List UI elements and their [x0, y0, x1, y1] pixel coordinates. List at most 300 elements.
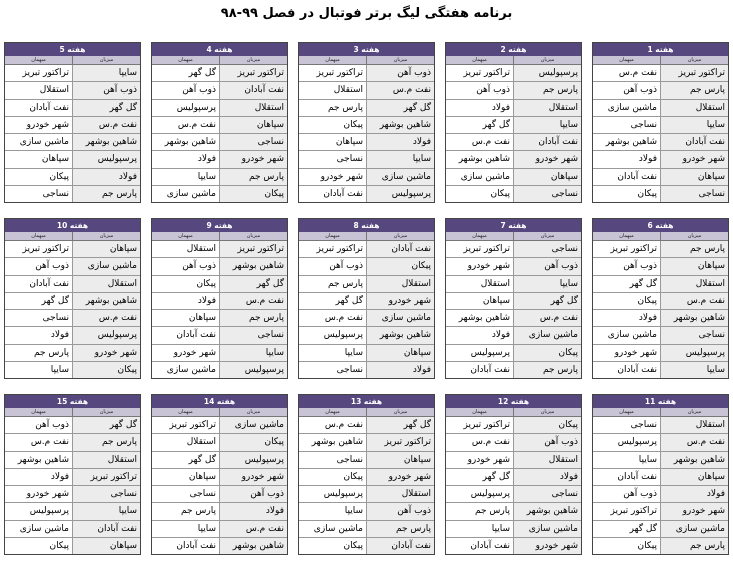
guest-team: شاهین بوشهر	[152, 134, 220, 150]
match-row	[446, 468, 581, 485]
match-row	[299, 133, 434, 150]
host-team: ماشین سازی	[661, 521, 728, 537]
guest-team: ماشین سازی	[152, 362, 220, 378]
guest-team: نساجی	[299, 151, 367, 167]
guest-team: ذوب آهن	[593, 258, 661, 274]
match-row	[5, 81, 140, 98]
guest-team: تراکتور تبریز	[299, 241, 367, 257]
host-team: سایپا	[73, 503, 140, 519]
host-column-header: میزبان	[540, 233, 555, 239]
match-row	[5, 361, 140, 378]
guest-team: پارس جم	[446, 503, 514, 519]
guest-team: ذوب آهن	[299, 258, 367, 274]
host-team: استقلال	[73, 452, 140, 468]
host-team: پیکان	[220, 434, 287, 450]
host-team: سایپا	[367, 151, 434, 167]
host-team: سایپا	[73, 65, 140, 81]
host-team: نفت م.س	[220, 293, 287, 309]
guest-team: نفت آبادان	[593, 362, 661, 378]
host-team: سایپا	[661, 117, 728, 133]
match-list	[5, 241, 140, 378]
match-row	[152, 537, 287, 554]
guest-team: فولاد	[5, 327, 73, 343]
guest-team: نفت م.س	[593, 65, 661, 81]
host-team: نفت م.س	[661, 293, 728, 309]
guest-team: سپاهان	[152, 469, 220, 485]
host-team: گل گهر	[514, 293, 581, 309]
guest-team: ماشین سازی	[446, 169, 514, 185]
host-team: فولاد	[220, 503, 287, 519]
host-column-header: میزبان	[99, 57, 114, 63]
guest-team: سایپا	[446, 521, 514, 537]
host-column-header: میزبان	[246, 409, 261, 415]
week-title: هفته 6	[593, 219, 728, 232]
guest-team: نفت آبادان	[299, 186, 367, 202]
match-row	[299, 309, 434, 326]
guest-team: سپاهان	[446, 293, 514, 309]
match-row	[152, 185, 287, 202]
host-team: سپاهان	[514, 169, 581, 185]
match-row	[446, 116, 581, 133]
week-table	[298, 218, 435, 379]
schedule-grid	[4, 42, 729, 560]
host-column-header: میزبان	[540, 57, 555, 63]
guest-team: پرسپولیس	[446, 486, 514, 502]
week-title: هفته 13	[299, 395, 434, 408]
host-team: سپاهان	[661, 258, 728, 274]
host-team: پرسپولیس	[73, 151, 140, 167]
match-list	[593, 65, 728, 202]
week-table	[445, 394, 582, 555]
match-row	[593, 468, 728, 485]
host-team: شاهین بوشهر	[73, 293, 140, 309]
match-row	[5, 116, 140, 133]
guest-team: استقلال	[446, 276, 514, 292]
guest-column-header: میهمان	[593, 232, 661, 240]
host-column-header: میزبان	[687, 57, 702, 63]
match-row	[446, 257, 581, 274]
host-team: پرسپولیس	[220, 362, 287, 378]
host-team: سپاهان	[73, 538, 140, 554]
host-team: استقلال	[661, 417, 728, 433]
host-team: نفت آبادان	[661, 134, 728, 150]
host-team: گل گهر	[73, 417, 140, 433]
host-team: گل گهر	[73, 100, 140, 116]
match-row	[5, 275, 140, 292]
guest-team: سایپا	[152, 169, 220, 185]
guest-team: تراکتور تبریز	[446, 417, 514, 433]
match-row	[5, 417, 140, 433]
host-team: نفت آبادان	[367, 538, 434, 554]
host-team: نفت م.س	[220, 521, 287, 537]
week-table	[151, 42, 288, 203]
match-row	[593, 116, 728, 133]
match-row	[446, 451, 581, 468]
match-row	[593, 502, 728, 519]
match-row	[152, 99, 287, 116]
week-table	[298, 42, 435, 203]
host-team: شهر خودرو	[367, 293, 434, 309]
host-team: سایپا	[661, 362, 728, 378]
guest-team: ذوب آهن	[593, 486, 661, 502]
column-headers	[152, 56, 287, 65]
match-row	[446, 537, 581, 554]
guest-team: تراکتور تبریز	[446, 65, 514, 81]
guest-team: گل گهر	[593, 521, 661, 537]
column-headers	[446, 56, 581, 65]
match-row	[5, 65, 140, 81]
guest-team: تراکتور تبریز	[5, 241, 73, 257]
match-row	[446, 81, 581, 98]
match-row	[152, 485, 287, 502]
column-headers	[152, 408, 287, 417]
host-column-header: میزبان	[687, 233, 702, 239]
host-team: پیکان	[514, 417, 581, 433]
host-team: پیکان	[367, 258, 434, 274]
match-row	[446, 241, 581, 257]
host-team: پرسپولیس	[73, 327, 140, 343]
host-team: پارس جم	[514, 82, 581, 98]
guest-team: گل گهر	[299, 293, 367, 309]
guest-team: نساجی	[593, 417, 661, 433]
guest-team: شهر خودرو	[299, 169, 367, 185]
host-column-header: میزبان	[540, 409, 555, 415]
match-row	[299, 81, 434, 98]
host-team: نساجی	[514, 186, 581, 202]
match-row	[593, 275, 728, 292]
host-team: ماشین سازی	[514, 521, 581, 537]
host-team: استقلال	[661, 276, 728, 292]
column-headers	[5, 408, 140, 417]
host-team: نساجی	[514, 241, 581, 257]
guest-team: نساجی	[152, 486, 220, 502]
guest-team: پیکان	[299, 538, 367, 554]
host-team: فولاد	[367, 134, 434, 150]
column-headers	[152, 232, 287, 241]
host-team: نساجی	[514, 486, 581, 502]
match-row	[5, 309, 140, 326]
match-row	[152, 65, 287, 81]
guest-team: نفت آبادان	[446, 538, 514, 554]
guest-team: استقلال	[299, 82, 367, 98]
guest-team: گل گهر	[446, 117, 514, 133]
guest-team: نفت آبادان	[446, 362, 514, 378]
guest-column-header: میهمان	[5, 232, 73, 240]
guest-team: گل گهر	[593, 276, 661, 292]
match-row	[5, 168, 140, 185]
host-column-header: میزبان	[246, 233, 261, 239]
guest-team: نفت آبادان	[5, 276, 73, 292]
host-team: ماشین سازی	[367, 310, 434, 326]
guest-column-header: میهمان	[446, 56, 514, 64]
guest-team: نفت آبادان	[593, 469, 661, 485]
guest-column-header: میهمان	[593, 408, 661, 416]
host-team: گل گهر	[367, 100, 434, 116]
guest-team: پیکان	[593, 293, 661, 309]
match-row	[299, 241, 434, 257]
guest-team: ذوب آهن	[152, 258, 220, 274]
week-title: هفته 8	[299, 219, 434, 232]
match-row	[299, 65, 434, 81]
week-table	[445, 218, 582, 379]
match-list	[299, 241, 434, 378]
host-team: ماشین سازی	[73, 258, 140, 274]
match-row	[446, 502, 581, 519]
guest-team: نفت آبادان	[5, 100, 73, 116]
guest-column-header: میهمان	[5, 56, 73, 64]
match-row	[152, 292, 287, 309]
host-column-header: میزبان	[393, 57, 408, 63]
host-team: ذوب آهن	[220, 486, 287, 502]
match-row	[5, 185, 140, 202]
guest-team: پرسپولیس	[299, 327, 367, 343]
host-team: نفت آبادان	[367, 241, 434, 257]
host-team: تراکتور تبریز	[367, 434, 434, 450]
match-row	[152, 361, 287, 378]
guest-team: نفت آبادان	[152, 538, 220, 554]
guest-team: پارس جم	[152, 503, 220, 519]
host-team: شهر خودرو	[367, 469, 434, 485]
host-team: فولاد	[514, 469, 581, 485]
host-team: نفت م.س	[367, 82, 434, 98]
host-team: شاهین بوشهر	[661, 310, 728, 326]
column-headers	[446, 232, 581, 241]
match-row	[446, 326, 581, 343]
host-team: پرسپولیس	[220, 452, 287, 468]
match-row	[446, 185, 581, 202]
match-row	[152, 133, 287, 150]
match-row	[5, 241, 140, 257]
guest-column-header: میهمان	[152, 408, 220, 416]
guest-team: شهر خودرو	[593, 345, 661, 361]
match-row	[446, 520, 581, 537]
match-row	[446, 133, 581, 150]
host-team: تراکتور تبریز	[661, 65, 728, 81]
host-team: شاهین بوشهر	[367, 117, 434, 133]
page-title: برنامه هفتگی لیگ برتر فوتبال در فصل ۹۹-۹۸	[220, 6, 513, 21]
host-team: نفت م.س	[73, 117, 140, 133]
host-team: سایپا	[514, 117, 581, 133]
host-team: پیکان	[220, 186, 287, 202]
match-list	[446, 241, 581, 378]
match-row	[152, 116, 287, 133]
guest-team: استقلال	[152, 434, 220, 450]
match-row	[593, 65, 728, 81]
match-row	[299, 116, 434, 133]
guest-team: پیکان	[593, 186, 661, 202]
host-team: نفت آبادان	[514, 134, 581, 150]
week-table	[298, 394, 435, 555]
week-table	[4, 394, 141, 555]
match-row	[593, 133, 728, 150]
match-row	[152, 502, 287, 519]
match-row	[593, 451, 728, 468]
guest-team: نساجی	[299, 362, 367, 378]
host-team: ذوب آهن	[514, 258, 581, 274]
match-row	[593, 81, 728, 98]
match-list	[152, 65, 287, 202]
host-team: فولاد	[661, 486, 728, 502]
guest-team: سایپا	[593, 452, 661, 468]
host-team: ماشین سازی	[514, 327, 581, 343]
guest-team: پارس جم	[299, 276, 367, 292]
guest-team: نفت م.س	[446, 434, 514, 450]
match-row	[5, 520, 140, 537]
week-title: هفته 7	[446, 219, 581, 232]
column-headers	[5, 232, 140, 241]
guest-team: نفت آبادان	[593, 169, 661, 185]
match-row	[446, 485, 581, 502]
guest-team: نساجی	[593, 117, 661, 133]
match-row	[299, 502, 434, 519]
column-headers	[446, 408, 581, 417]
week-title: هفته 3	[299, 43, 434, 56]
match-row	[593, 520, 728, 537]
match-row	[5, 468, 140, 485]
match-row	[152, 344, 287, 361]
host-team: سایپا	[220, 345, 287, 361]
guest-column-header: میهمان	[299, 56, 367, 64]
match-row	[299, 451, 434, 468]
guest-column-header: میهمان	[299, 232, 367, 240]
week-table	[151, 218, 288, 379]
match-list	[593, 241, 728, 378]
host-column-header: میزبان	[687, 409, 702, 415]
column-headers	[593, 232, 728, 241]
guest-team: ذوب آهن	[5, 258, 73, 274]
guest-team: پرسپولیس	[593, 434, 661, 450]
guest-team: فولاد	[593, 151, 661, 167]
guest-column-header: میهمان	[299, 408, 367, 416]
guest-team: ذوب آهن	[446, 82, 514, 98]
host-team: نساجی	[73, 486, 140, 502]
match-row	[299, 275, 434, 292]
week-table	[4, 218, 141, 379]
guest-team: فولاد	[446, 100, 514, 116]
host-team: سپاهان	[661, 469, 728, 485]
match-row	[299, 150, 434, 167]
host-team: استقلال	[73, 276, 140, 292]
host-team: نفت م.س	[73, 310, 140, 326]
match-row	[446, 99, 581, 116]
week-title: هفته 9	[152, 219, 287, 232]
host-team: گل گهر	[220, 276, 287, 292]
guest-team: استقلال	[5, 82, 73, 98]
guest-team: تراکتور تبریز	[593, 503, 661, 519]
match-row	[5, 485, 140, 502]
match-row	[593, 344, 728, 361]
match-row	[299, 99, 434, 116]
host-team: استقلال	[367, 486, 434, 502]
week-table	[592, 394, 729, 555]
host-column-header: میزبان	[99, 233, 114, 239]
guest-team: ماشین سازی	[593, 100, 661, 116]
column-headers	[593, 408, 728, 417]
guest-column-header: میهمان	[152, 232, 220, 240]
guest-team: سپاهان	[5, 151, 73, 167]
match-row	[593, 361, 728, 378]
match-row	[5, 292, 140, 309]
match-row	[299, 468, 434, 485]
guest-team: نفت م.س	[5, 434, 73, 450]
guest-team: سپاهان	[299, 134, 367, 150]
match-row	[299, 485, 434, 502]
match-row	[299, 292, 434, 309]
guest-team: پارس جم	[299, 100, 367, 116]
week-title: هفته 2	[446, 43, 581, 56]
match-row	[299, 361, 434, 378]
guest-team: نفت م.س	[446, 134, 514, 150]
guest-team: شهر خودرو	[446, 452, 514, 468]
match-row	[593, 241, 728, 257]
column-headers	[299, 408, 434, 417]
host-team: پارس جم	[661, 538, 728, 554]
guest-team: پرسپولیس	[152, 100, 220, 116]
match-list	[152, 417, 287, 554]
host-team: فولاد	[367, 362, 434, 378]
host-team: نفت آبادان	[73, 521, 140, 537]
host-team: شاهین بوشهر	[367, 327, 434, 343]
host-team: شهر خودرو	[514, 538, 581, 554]
guest-team: ماشین سازی	[5, 134, 73, 150]
guest-team: ذوب آهن	[593, 82, 661, 98]
match-row	[5, 257, 140, 274]
host-team: نفت آبادان	[220, 82, 287, 98]
week-table	[445, 42, 582, 203]
match-row	[299, 344, 434, 361]
week-table	[592, 42, 729, 203]
match-row	[5, 344, 140, 361]
match-list	[299, 417, 434, 554]
guest-team: گل گهر	[152, 65, 220, 81]
guest-team: شاهین بوشهر	[593, 134, 661, 150]
guest-team: پیکان	[446, 186, 514, 202]
guest-team: تراکتور تبریز	[152, 417, 220, 433]
match-list	[593, 417, 728, 554]
match-row	[5, 150, 140, 167]
host-team: سپاهان	[367, 345, 434, 361]
guest-team: شاهین بوشهر	[446, 310, 514, 326]
guest-team: نفت م.س	[299, 310, 367, 326]
host-team: شهر خودرو	[514, 151, 581, 167]
week-table	[151, 394, 288, 555]
match-row	[152, 326, 287, 343]
match-row	[593, 326, 728, 343]
match-row	[152, 309, 287, 326]
host-team: پارس جم	[220, 169, 287, 185]
guest-team: نساجی	[5, 186, 73, 202]
match-row	[299, 537, 434, 554]
host-team: ذوب آهن	[514, 434, 581, 450]
match-row	[593, 150, 728, 167]
guest-team: نفت م.س	[299, 417, 367, 433]
match-row	[299, 417, 434, 433]
match-row	[299, 520, 434, 537]
host-team: استقلال	[661, 100, 728, 116]
guest-team: پیکان	[593, 538, 661, 554]
guest-team: شاهین بوشهر	[446, 151, 514, 167]
match-row	[5, 451, 140, 468]
column-headers	[593, 56, 728, 65]
week-table	[592, 218, 729, 379]
match-row	[446, 275, 581, 292]
guest-team: ماشین سازی	[5, 521, 73, 537]
match-row	[446, 344, 581, 361]
host-team: پارس جم	[73, 434, 140, 450]
guest-team: گل گهر	[152, 452, 220, 468]
match-row	[5, 433, 140, 450]
match-row	[152, 417, 287, 433]
